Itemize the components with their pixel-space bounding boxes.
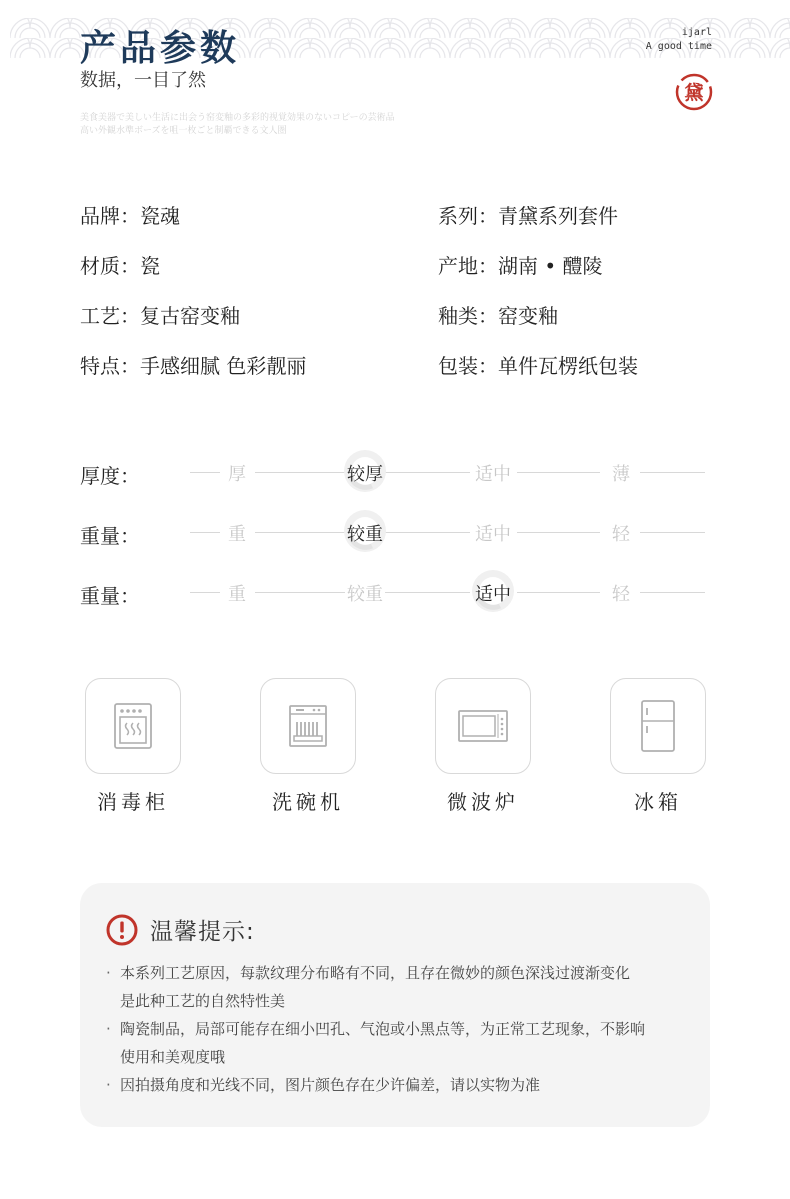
scale-label: 重量：	[80, 584, 140, 608]
scale-divider-line	[385, 472, 470, 473]
spec-label: 系列：	[438, 204, 498, 228]
spec-features	[80, 350, 306, 379]
scale-row	[80, 512, 710, 552]
appliance-microwave	[435, 678, 531, 814]
appliance-icon-box	[85, 678, 181, 774]
fridge-icon	[640, 699, 676, 753]
page-subtitle: 数据，一目了然	[80, 70, 206, 91]
scale-option: 轻	[612, 584, 630, 605]
appliance-label: 消毒柜	[97, 790, 169, 814]
notice-line: 使用和美观度哦	[120, 1048, 226, 1066]
appliance-label: 冰箱	[634, 790, 682, 814]
sterilizer-icon	[113, 702, 153, 750]
scale-row	[80, 572, 710, 612]
spec-brand	[80, 200, 180, 229]
scale-divider-line	[385, 532, 470, 533]
seal-stamp-icon	[674, 72, 714, 112]
spec-material	[80, 250, 160, 279]
spec-series	[438, 200, 618, 229]
spec-value: 手感细腻 色彩靓丽	[140, 354, 307, 378]
bullet-icon: ·	[106, 964, 111, 982]
notice-line: 本系列工艺原因，每款纹理分布略有不同，且存在微妙的颜色深浅过渡渐变化	[120, 964, 631, 982]
scale-option-selected: 较重	[347, 524, 383, 545]
notice-list	[106, 959, 696, 1099]
decorative-japanese-text	[80, 112, 395, 138]
appliance-icon-box	[260, 678, 356, 774]
appliance-icon-box	[435, 678, 531, 774]
spec-label: 品牌：	[80, 204, 140, 228]
notice-title: 温馨提示:	[150, 919, 255, 945]
scale-option: 厚	[228, 464, 246, 485]
scale-option: 较重	[347, 584, 383, 605]
microwave-icon	[457, 709, 509, 743]
brand-tagline	[646, 26, 712, 54]
scale-divider-line	[517, 532, 600, 533]
spec-label: 工艺：	[80, 304, 140, 328]
scale-option: 轻	[612, 524, 630, 545]
appliance-fridge	[610, 678, 706, 814]
page-title: 产品参数	[80, 27, 241, 69]
spec-label: 特点：	[80, 354, 140, 378]
notice-header	[106, 913, 255, 946]
notice-line: 因拍摄角度和光线不同，图片颜色存在少许偏差，请以实物为准	[120, 1076, 541, 1094]
notice-panel	[80, 883, 710, 1127]
spec-label: 釉类：	[438, 304, 498, 328]
spec-value: 窑变釉	[498, 304, 558, 328]
scale-option: 重	[228, 524, 246, 545]
appliance-label: 微波炉	[447, 790, 519, 814]
spec-origin	[438, 250, 603, 279]
scale-divider-line	[255, 592, 345, 593]
notice-line: 陶瓷制品，局部可能存在细小凹孔、气泡或小黑点等，为正常工艺现象，不影响	[120, 1020, 646, 1038]
brand-line-1: ijarl	[681, 27, 712, 38]
scale-divider-line	[517, 592, 600, 593]
notice-item	[106, 959, 696, 1015]
scale-label: 重量：	[80, 524, 140, 548]
appliance-sterilizer	[85, 678, 181, 814]
page-header	[0, 0, 790, 160]
appliance-icon-box	[610, 678, 706, 774]
spec-value: 复古窑变釉	[140, 304, 240, 328]
scale-divider-line	[255, 532, 345, 533]
bullet-icon: ·	[106, 1076, 111, 1094]
scale-option: 重	[228, 584, 246, 605]
spec-craft	[80, 300, 240, 329]
jp-line-1: 美食美器で美しい生活に出会う窑変釉の多彩的视覚効果のないコピーの芸術品	[80, 113, 395, 123]
spec-value: 单件瓦楞纸包装	[498, 354, 638, 378]
scale-divider-line	[255, 472, 345, 473]
scale-option-selected: 较厚	[347, 464, 383, 485]
notice-item	[106, 1071, 696, 1099]
spec-value: 青黛系列套件	[498, 204, 618, 228]
appliance-label: 洗碗机	[272, 790, 344, 814]
scale-row	[80, 452, 710, 492]
scale-divider-line	[385, 592, 470, 593]
scale-option: 薄	[612, 464, 630, 485]
notice-line: 是此种工艺的自然特性美	[120, 992, 286, 1010]
spec-value: 湖南 • 醴陵	[498, 254, 603, 278]
appliance-dishwasher	[260, 678, 356, 814]
svg-text:黛: 黛	[684, 82, 704, 104]
dishwasher-icon	[288, 704, 328, 748]
notice-item	[106, 1015, 696, 1071]
spec-packaging	[438, 350, 638, 379]
spec-value: 瓷魂	[140, 204, 180, 228]
exclamation-icon	[106, 914, 138, 946]
scale-label: 厚度：	[80, 464, 140, 488]
jp-line-2: 高い外観水準ボーズを咀一枚ごと制覇できる文人圏	[80, 126, 287, 136]
spec-label: 材质：	[80, 254, 140, 278]
scale-option: 适中	[475, 464, 511, 485]
scale-option-selected: 适中	[475, 584, 511, 605]
bullet-icon: ·	[106, 1020, 111, 1038]
spec-value: 瓷	[140, 254, 160, 278]
scale-option: 适中	[475, 524, 511, 545]
spec-glaze	[438, 300, 558, 329]
spec-label: 产地：	[438, 254, 498, 278]
scale-divider-line	[517, 472, 600, 473]
spec-label: 包装：	[438, 354, 498, 378]
brand-line-2: A good time	[645, 41, 712, 52]
